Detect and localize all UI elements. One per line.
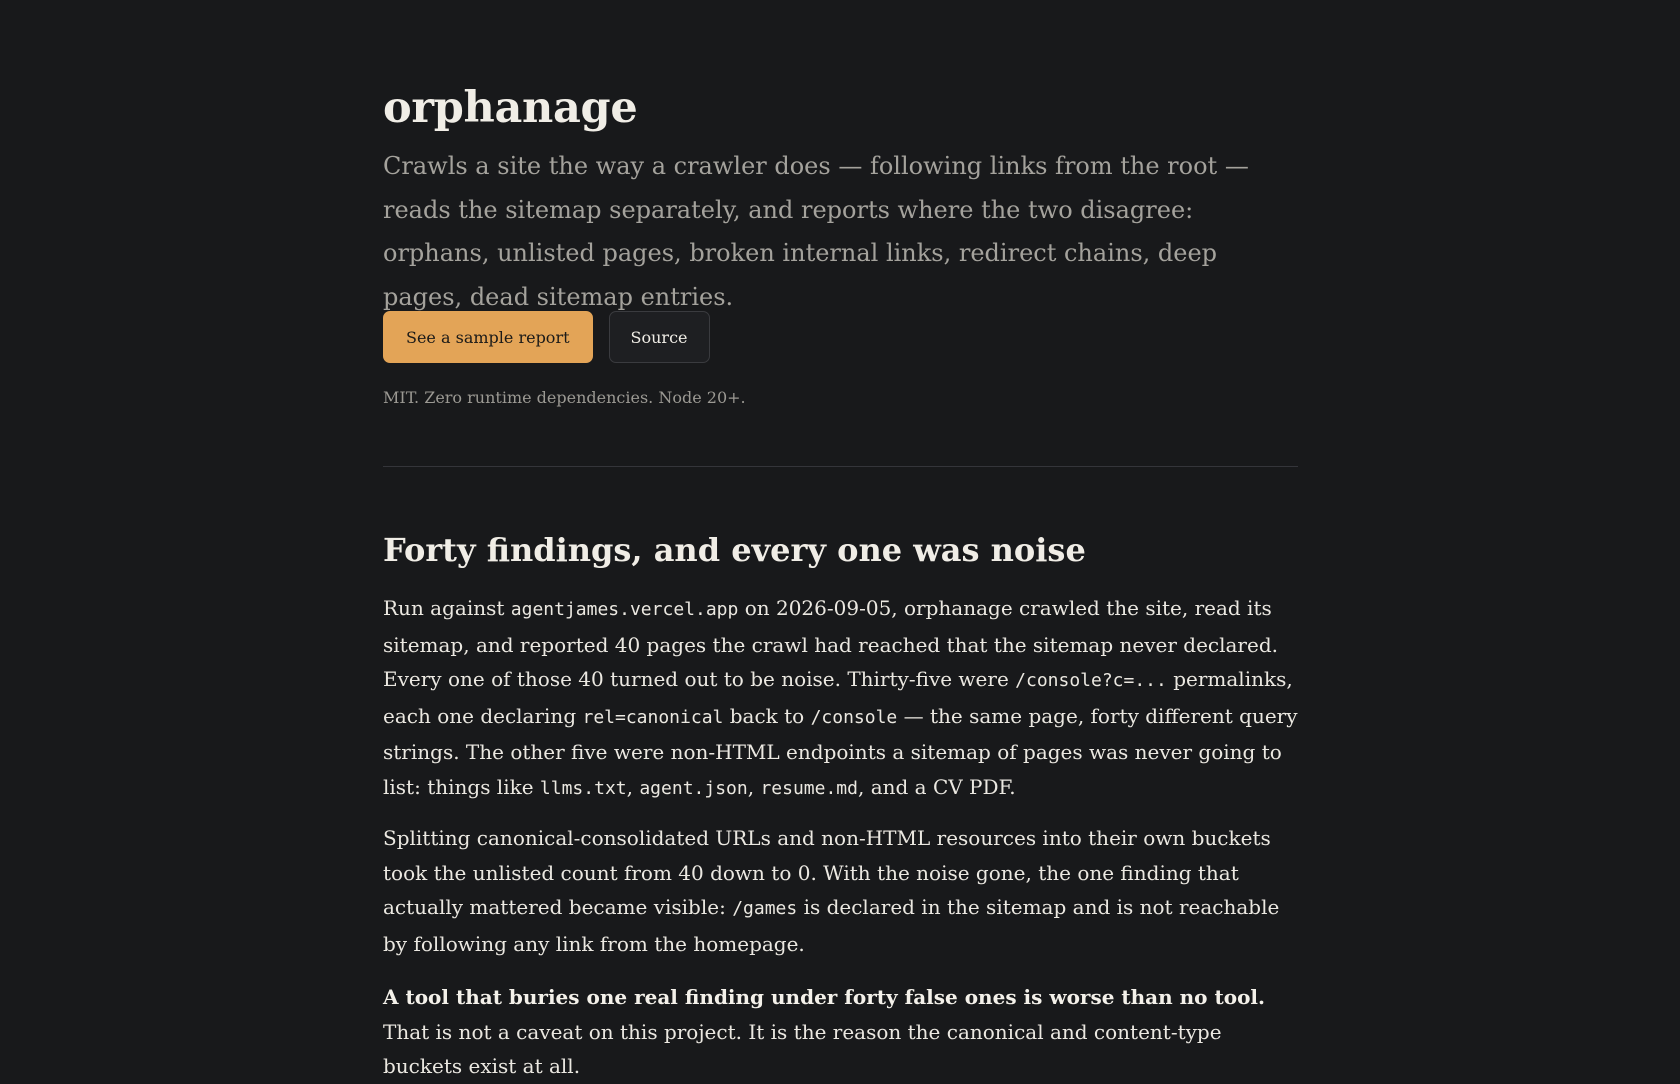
tagline: Crawls a site the way a crawler does — following links from the root — reads the sitemap separately, and reports where the two disagree: orphans, unlisted pages, broken internal links, redirect chains, deep pages, dead sitemap entries. [383,152,1249,311]
text-span: — the same page, forty different query strings. The other five were non-HTML endpoints a sitemap of pages was never going to list: things like [383,703,1298,799]
text-span: , [626,774,640,799]
text-span: That is not a caveat on this project. It is the reason the canonical and content-type buckets exist at all. [383,1019,1222,1079]
text-span: on 2026-09-05, orphanage crawled the site, read its sitemap, and reported 40 pages the crawl had reached that the sitemap never declared. Every one of those 40 turned out to be noise. Thirty-five were [383,596,1278,692]
inline-code: agent.json [639,777,748,799]
text-span: , and a CV PDF. [857,774,1016,799]
source-button[interactable]: Source [609,311,710,363]
text-span: permalinks, each one declaring [383,667,1293,728]
inline-code: /console [810,706,898,728]
inline-code: llms.txt [539,777,627,799]
sample-report-button[interactable]: See a sample report [383,311,593,363]
page-title: orphanage [383,83,638,133]
section-divider [383,466,1298,467]
license-note: MIT. Zero runtime dependencies. Node 20+. [383,388,746,407]
inline-code: rel=canonical [582,706,724,728]
text-span: is declared in the sitemap and is not reachable by following any link from the homepage. [383,895,1280,956]
paragraph-2 [383,821,1298,961]
inline-code: /games [732,898,798,920]
section-heading: Forty findings, and every one was noise [383,531,1086,569]
inline-code: agentjames.vercel.app [510,599,739,620]
text-span: Splitting canonical-consolidated URLs and non-HTML resources into their own buckets took the unlisted count from 40 down to 0. With the noise gone, the one finding that actually mattered became visible: [383,826,1271,920]
paragraph-1 [383,591,1298,807]
text-span: back to [723,703,811,728]
emphasis-text: A tool that buries one real finding under forty false ones is worse than no tool. [383,985,1265,1009]
text-span: , [747,774,761,799]
text-span: Run against [383,596,511,620]
inline-code: resume.md [760,777,858,799]
action-buttons [383,311,710,363]
paragraph-3 [383,980,1298,1084]
inline-code: /console?c=... [1015,670,1167,692]
